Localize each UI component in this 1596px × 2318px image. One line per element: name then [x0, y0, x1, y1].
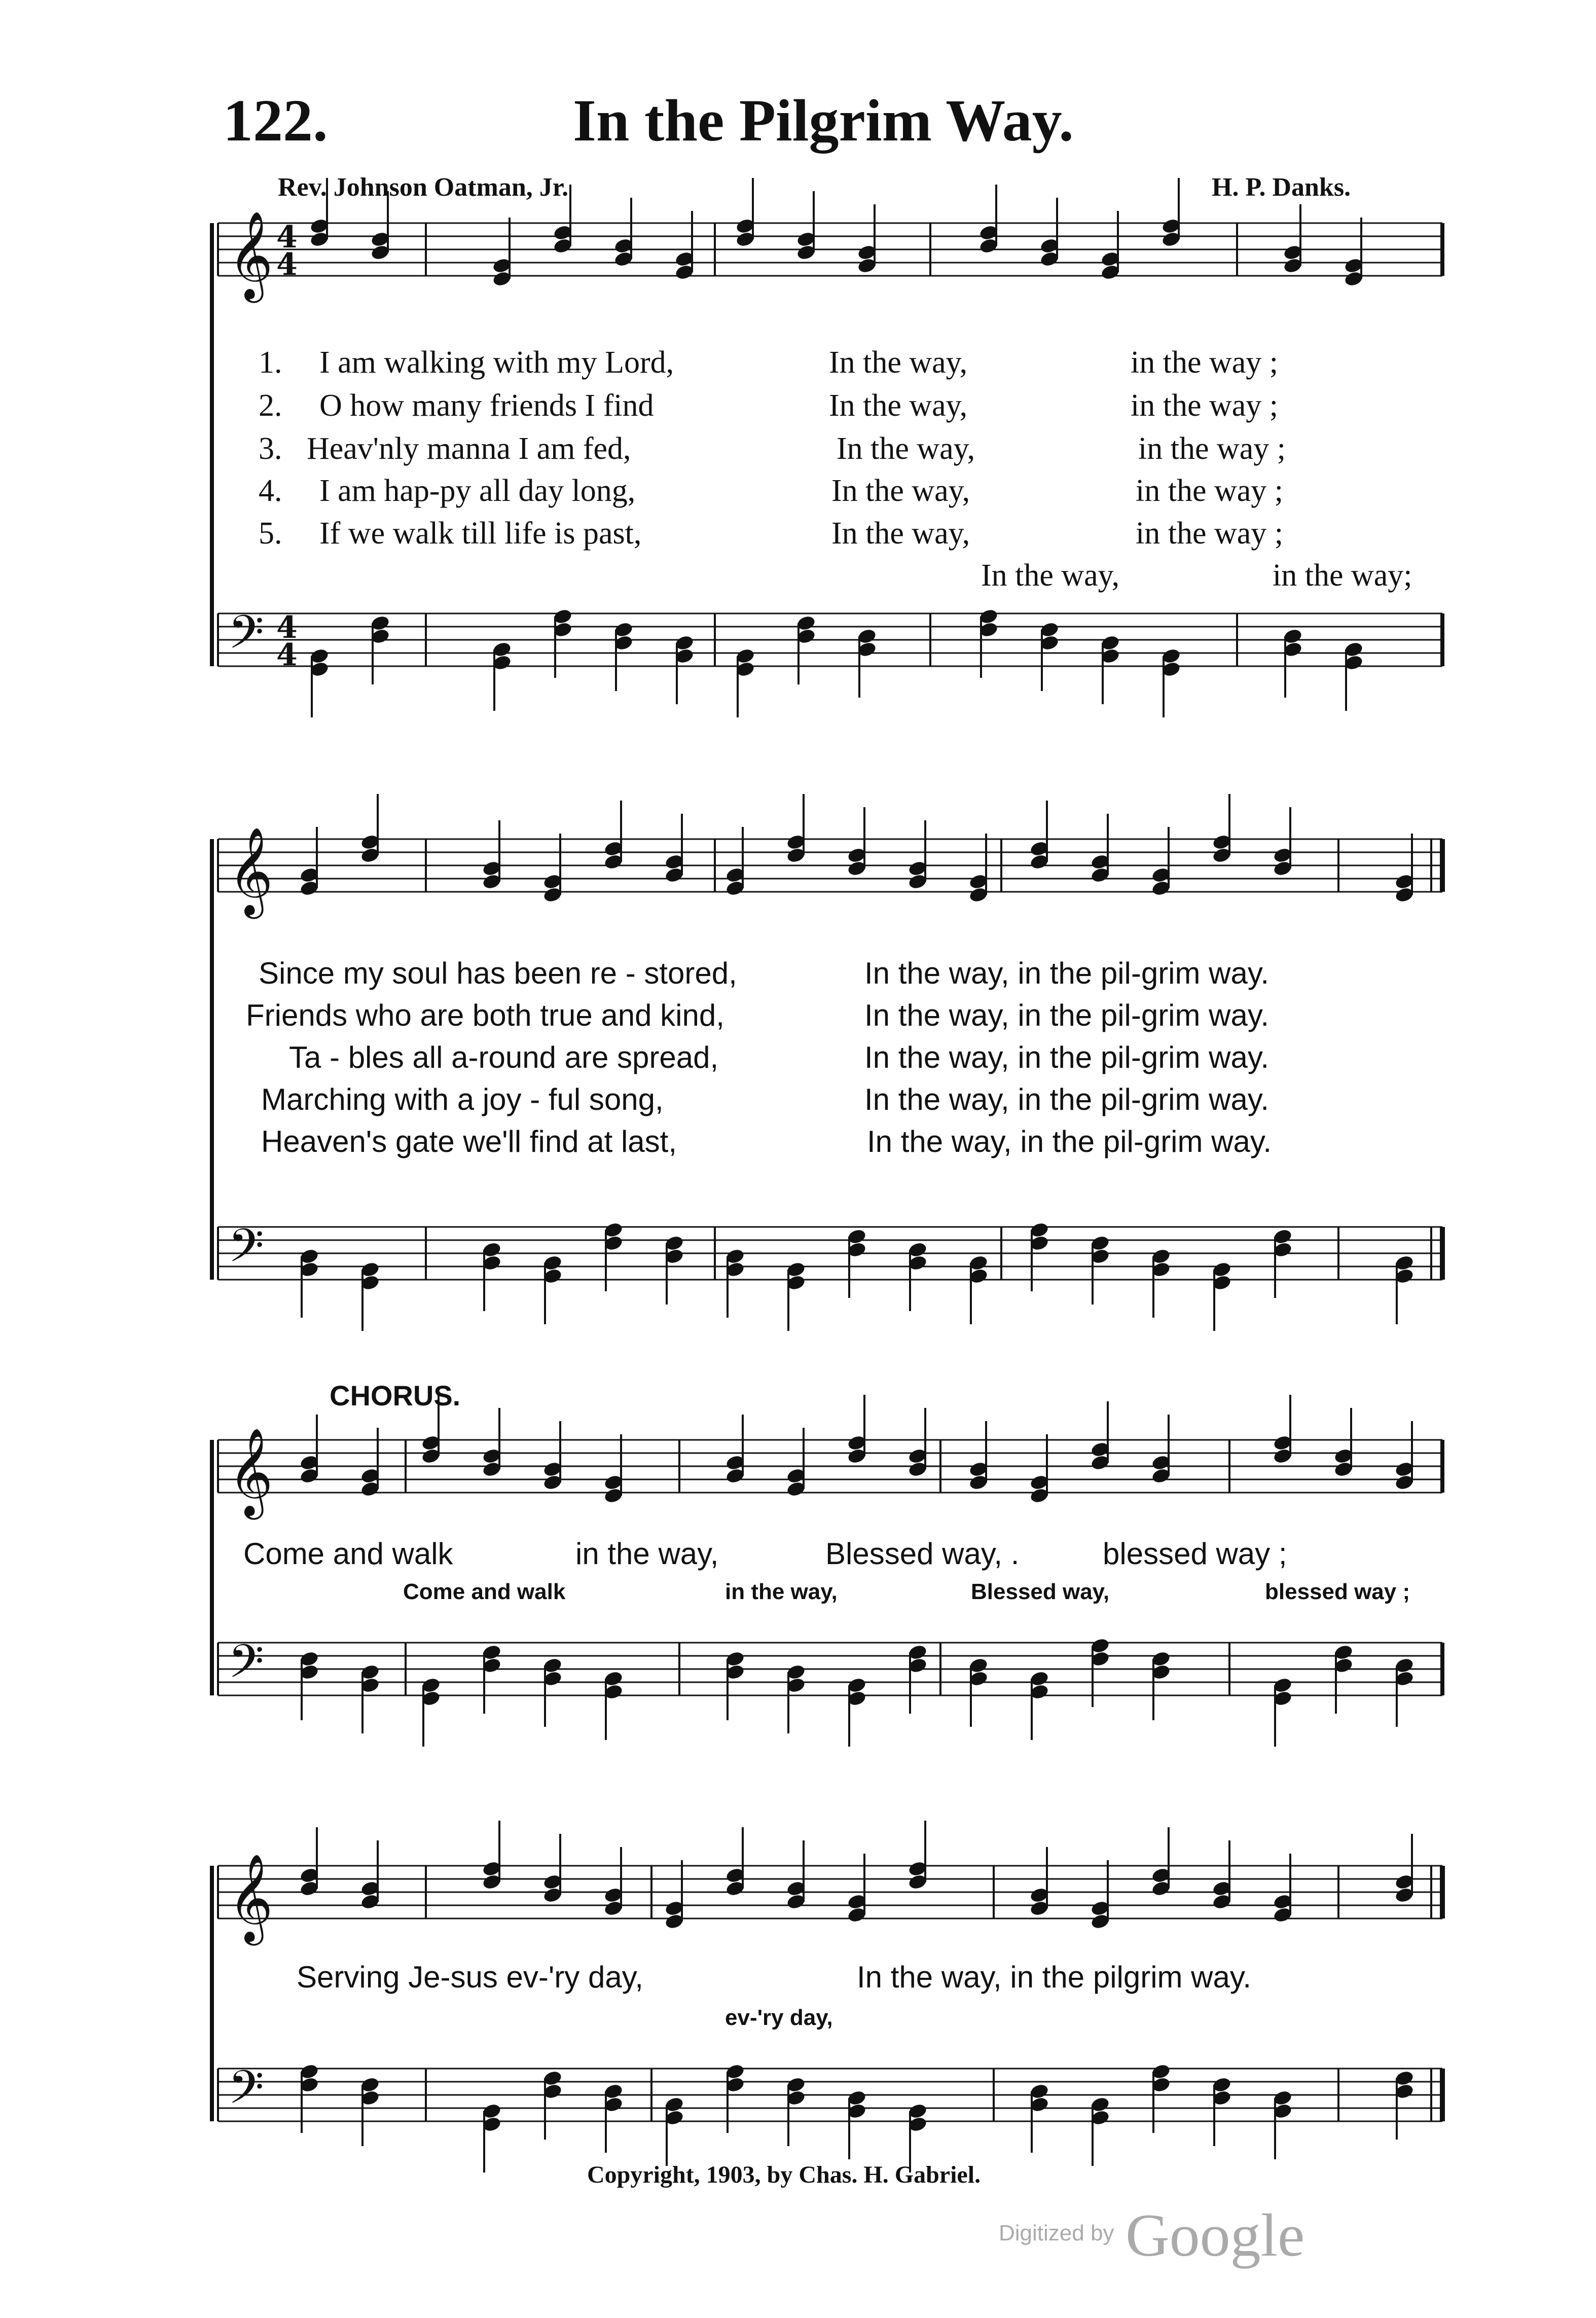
chorus-text: blessed way ;	[1103, 1537, 1287, 1571]
verse-refrain: In the way,	[829, 388, 968, 423]
verse-refrain: In the way,	[831, 516, 970, 551]
google-watermark: Google	[1126, 2201, 1305, 2269]
verse-text: If we walk till life is past,	[319, 516, 642, 551]
bass-echo-text: Blessed way,	[971, 1579, 1110, 1604]
verse-refrain: in the way ;	[1136, 474, 1283, 508]
composer-credit: H. P. Danks.	[1212, 173, 1351, 202]
verse-number: 5.	[259, 516, 282, 551]
verse-text: Ta - bles all a-round are spread,	[289, 1040, 719, 1074]
copyright-notice: Copyright, 1903, by Chas. H. Gabriel.	[587, 2161, 981, 2188]
verse-refrain: In the way, in the pil-grim way.	[864, 956, 1269, 990]
verse-refrain: in the way ;	[1131, 388, 1278, 423]
chorus-text: Come and walk	[243, 1537, 453, 1571]
verse-number: 3.	[259, 431, 282, 466]
verse-number: 2.	[259, 388, 282, 423]
chorus-text: Blessed way, .	[825, 1537, 1020, 1571]
verse-refrain: In the way, in the pil-grim way.	[864, 1040, 1269, 1074]
chorus-bass-echo-2: ev-'ry day,	[725, 2005, 833, 2030]
bass-echo-text: Come and walk	[403, 1579, 566, 1604]
verse-refrain: in the way ;	[1136, 516, 1283, 551]
bass-echo-text: in the way;	[1273, 558, 1412, 593]
hymn-title: In the Pilgrim Way.	[573, 87, 1074, 154]
treble-clef-icon: 𝄞	[228, 1854, 273, 1942]
treble-clef-icon: 𝄞	[228, 827, 273, 915]
time-signature: 4	[276, 637, 298, 673]
treble-clef-icon: 𝄞	[228, 211, 273, 299]
bass-clef-icon: 𝄢	[228, 2060, 264, 2125]
verse-text: Heaven's gate we'll find at last,	[261, 1125, 677, 1158]
time-signature: 4	[276, 220, 298, 255]
bass-echo-text: blessed way ;	[1265, 1579, 1410, 1604]
verse-number: 1.	[259, 345, 282, 380]
verse-refrain: In the way, in the pil-grim way.	[867, 1125, 1272, 1158]
author-credit: Rev. Johnson Oatman, Jr.	[278, 173, 569, 202]
verse-refrain: In the way,	[829, 345, 968, 380]
verse-refrain: In the way, in the pil-grim way.	[864, 998, 1269, 1032]
verse-refrain: In the way,	[837, 431, 975, 466]
chorus-heading: CHORUS.	[330, 1380, 461, 1411]
time-signature: 4	[276, 247, 298, 282]
chorus-text: Serving Je-sus ev-'ry day,	[297, 1960, 643, 1994]
treble-clef-icon: 𝄞	[228, 1428, 273, 1516]
verse-text: O how many friends I find	[319, 388, 654, 423]
verse-number: 4.	[259, 474, 282, 508]
time-signature: 4	[276, 610, 298, 645]
verse-refrain: In the way, in the pil-grim way.	[864, 1082, 1269, 1116]
verse-text: I am walking with my Lord,	[319, 345, 674, 380]
verse-refrain: in the way ;	[1131, 345, 1278, 380]
verse-refrain: in the way ;	[1138, 431, 1286, 466]
verse-text: Friends who are both true and kind,	[246, 998, 724, 1032]
verse-text: Marching with a joy - ful song,	[261, 1082, 664, 1116]
chorus-text: in the way,	[575, 1537, 719, 1571]
bass-echo-text: In the way,	[981, 558, 1120, 593]
hymn-number: 122.	[223, 87, 328, 154]
verse-text: Since my soul has been re - stored,	[259, 956, 737, 990]
verse-text: Heav'nly manna I am fed,	[307, 431, 631, 466]
bass-echo-text: in the way,	[725, 1579, 838, 1604]
bass-clef-icon: 𝄢	[228, 1635, 264, 1699]
bass-clef-icon: 𝄢	[228, 605, 264, 670]
bass-clef-icon: 𝄢	[228, 1219, 264, 1284]
digitized-by-label: Digitized by	[999, 2221, 1114, 2245]
verse-text: I am hap-py all day long,	[319, 474, 636, 508]
verse-refrain: In the way,	[831, 474, 970, 508]
chorus-text: In the way, in the pilgrim way.	[857, 1960, 1252, 1994]
